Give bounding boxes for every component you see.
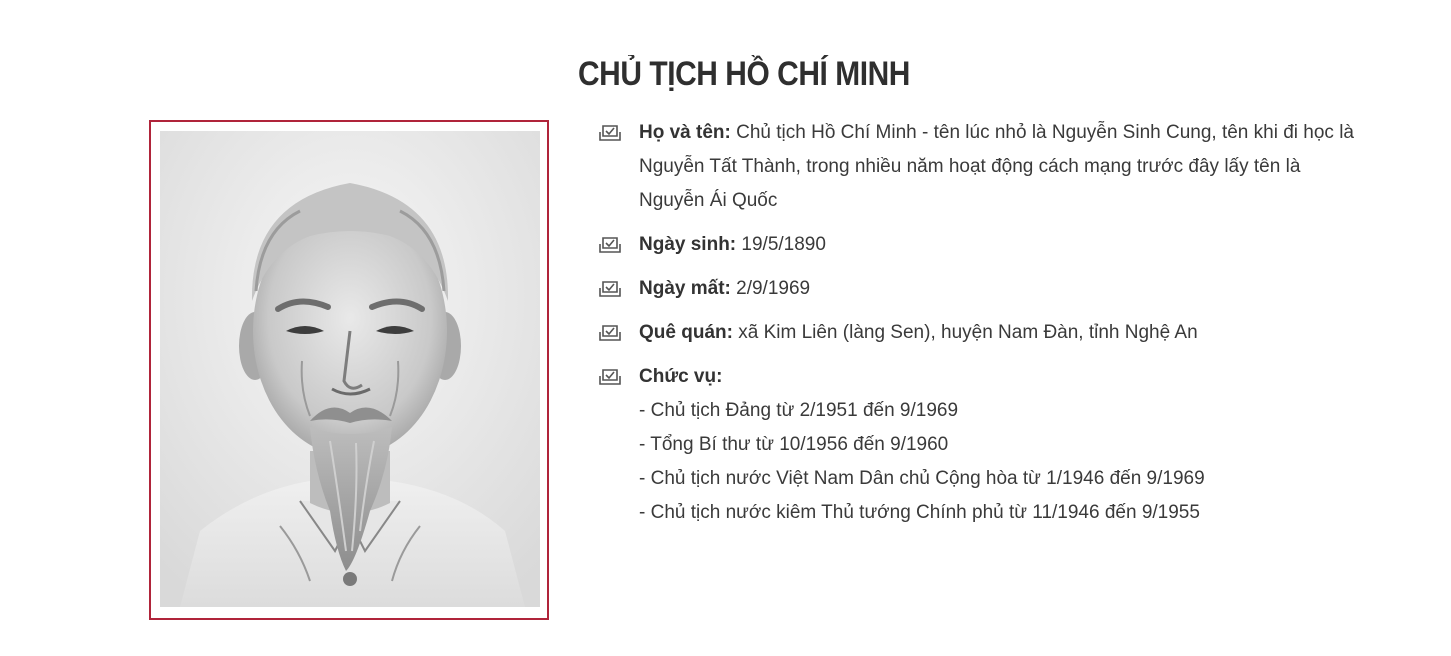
info-label-hometown: Quê quán: xyxy=(639,322,733,343)
checkbox-tray-icon xyxy=(598,324,622,342)
info-item-name xyxy=(598,116,1358,218)
info-value-name: Chủ tịch Hồ Chí Minh - tên lúc nhỏ là Nguyễn Sinh Cung, tên khi đi học là Nguyễn Tất Thành, trong nhiều năm hoạt động cách mạng trước đây lấy tên là Nguyễn Ái Quốc xyxy=(639,122,1354,211)
info-label-death: Ngày mất: xyxy=(639,278,731,299)
checkbox-tray-icon xyxy=(598,236,622,254)
info-value-hometown: xã Kim Liên (làng Sen), huyện Nam Đàn, tỉnh Nghệ An xyxy=(732,322,1198,343)
info-item-death xyxy=(598,272,1358,306)
info-value-birth: 19/5/1890 xyxy=(736,234,826,255)
page-title: CHỦ TỊCH HỒ CHÍ MINH xyxy=(578,55,910,93)
position-line: - Tổng Bí thư từ 10/1956 đến 9/1960 xyxy=(639,434,949,455)
portrait-photo xyxy=(160,131,540,607)
checkbox-tray-icon xyxy=(598,124,622,142)
info-item-positions xyxy=(598,360,1358,530)
checkbox-tray-icon xyxy=(598,280,622,298)
info-label-positions: Chức vụ: xyxy=(639,366,723,387)
portrait-illustration xyxy=(160,131,540,607)
info-item-birth xyxy=(598,228,1358,262)
position-line: - Chủ tịch Đảng từ 2/1951 đến 9/1969 xyxy=(639,400,959,421)
biography-list xyxy=(598,116,1358,540)
info-label-name: Họ và tên: xyxy=(639,122,731,143)
position-line: - Chủ tịch nước kiêm Thủ tướng Chính phủ từ 11/1946 đến 9/1955 xyxy=(639,502,1200,523)
checkbox-tray-icon xyxy=(598,368,622,386)
info-label-birth: Ngày sinh: xyxy=(639,234,737,255)
info-value-death: 2/9/1969 xyxy=(730,278,811,299)
info-item-hometown xyxy=(598,316,1358,350)
position-line: - Chủ tịch nước Việt Nam Dân chủ Cộng hòa từ 1/1946 đến 9/1969 xyxy=(639,468,1205,489)
portrait-frame xyxy=(149,120,549,620)
